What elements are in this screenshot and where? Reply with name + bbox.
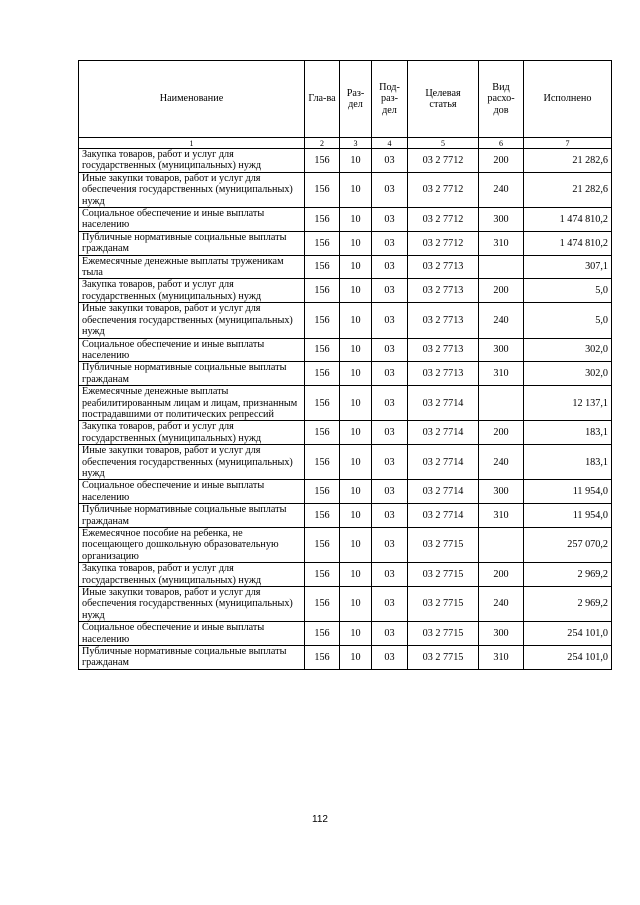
row-amount-cell: 21 282,6 [524, 149, 612, 173]
row-vid-cell: 200 [479, 421, 524, 445]
row-name-cell: Иные закупки товаров, работ и услуг для обеспечения государственных (муниципальных) нужд [79, 445, 305, 480]
row-razdel-cell: 10 [340, 622, 372, 646]
row-amount-cell: 11 954,0 [524, 480, 612, 504]
row-razdel-cell: 10 [340, 421, 372, 445]
row-razdel-cell: 10 [340, 480, 372, 504]
row-razdel-cell: 10 [340, 528, 372, 563]
row-glava-cell: 156 [305, 480, 340, 504]
row-name-cell: Публичные нормативные социальные выплаты гражданам [79, 504, 305, 528]
row-razdel-cell: 10 [340, 172, 372, 207]
column-number: 6 [479, 138, 524, 149]
row-podrazdel-cell: 03 [372, 386, 408, 421]
column-number: 4 [372, 138, 408, 149]
row-statya-cell: 03 2 7713 [408, 255, 479, 279]
row-vid-cell [479, 528, 524, 563]
column-number: 1 [79, 138, 305, 149]
row-podrazdel-cell: 03 [372, 149, 408, 173]
row-glava-cell: 156 [305, 279, 340, 303]
row-podrazdel-cell: 03 [372, 646, 408, 670]
row-name-cell: Иные закупки товаров, работ и услуг для обеспечения государственных (муниципальных) нужд [79, 587, 305, 622]
row-amount-cell: 11 954,0 [524, 504, 612, 528]
table-row [79, 622, 612, 646]
row-podrazdel-cell: 03 [372, 445, 408, 480]
header-name: Наименование [79, 61, 305, 138]
row-podrazdel-cell: 03 [372, 362, 408, 386]
row-vid-cell: 310 [479, 646, 524, 670]
row-name-cell: Социальное обеспечение и иные выплаты населению [79, 208, 305, 232]
row-name-cell: Закупка товаров, работ и услуг для государственных (муниципальных) нужд [79, 279, 305, 303]
header-podrazdel: Под-раз-дел [372, 61, 408, 138]
table-row [79, 563, 612, 587]
row-name-cell: Иные закупки товаров, работ и услуг для обеспечения государственных (муниципальных) нужд [79, 172, 305, 207]
row-glava-cell: 156 [305, 338, 340, 362]
row-glava-cell: 156 [305, 362, 340, 386]
row-name-cell: Социальное обеспечение и иные выплаты населению [79, 622, 305, 646]
header-razdel: Раз-дел [340, 61, 372, 138]
table-row [79, 338, 612, 362]
table-row [79, 362, 612, 386]
row-razdel-cell: 10 [340, 504, 372, 528]
row-name-cell: Закупка товаров, работ и услуг для государственных (муниципальных) нужд [79, 421, 305, 445]
row-name-cell: Публичные нормативные социальные выплаты гражданам [79, 362, 305, 386]
row-vid-cell [479, 386, 524, 421]
row-statya-cell: 03 2 7714 [408, 421, 479, 445]
row-podrazdel-cell: 03 [372, 587, 408, 622]
row-amount-cell: 307,1 [524, 255, 612, 279]
row-statya-cell: 03 2 7715 [408, 587, 479, 622]
header-glava: Гла-ва [305, 61, 340, 138]
row-vid-cell: 240 [479, 172, 524, 207]
row-glava-cell: 156 [305, 622, 340, 646]
table-row [79, 279, 612, 303]
row-razdel-cell: 10 [340, 386, 372, 421]
row-statya-cell: 03 2 7712 [408, 231, 479, 255]
row-glava-cell: 156 [305, 386, 340, 421]
row-glava-cell: 156 [305, 528, 340, 563]
row-glava-cell: 156 [305, 208, 340, 232]
row-glava-cell: 156 [305, 504, 340, 528]
table-row [79, 172, 612, 207]
row-podrazdel-cell: 03 [372, 622, 408, 646]
row-amount-cell: 302,0 [524, 338, 612, 362]
row-name-cell: Закупка товаров, работ и услуг для государственных (муниципальных) нужд [79, 149, 305, 173]
row-name-cell: Закупка товаров, работ и услуг для государственных (муниципальных) нужд [79, 563, 305, 587]
table-row [79, 149, 612, 173]
row-name-cell: Ежемесячные денежные выплаты реабилитированным лицам и лицам, признанным пострадавшими от политических репрессий [79, 386, 305, 421]
row-statya-cell: 03 2 7713 [408, 303, 479, 338]
table-row [79, 208, 612, 232]
header-statya: Целевая статья [408, 61, 479, 138]
table-body [79, 149, 612, 670]
table-row [79, 255, 612, 279]
row-razdel-cell: 10 [340, 149, 372, 173]
row-amount-cell: 254 101,0 [524, 646, 612, 670]
table-row [79, 421, 612, 445]
row-statya-cell: 03 2 7712 [408, 149, 479, 173]
row-statya-cell: 03 2 7713 [408, 279, 479, 303]
row-vid-cell: 300 [479, 208, 524, 232]
row-glava-cell: 156 [305, 646, 340, 670]
row-amount-cell: 2 969,2 [524, 587, 612, 622]
row-glava-cell: 156 [305, 255, 340, 279]
row-statya-cell: 03 2 7715 [408, 646, 479, 670]
column-number: 7 [524, 138, 612, 149]
row-razdel-cell: 10 [340, 362, 372, 386]
row-razdel-cell: 10 [340, 587, 372, 622]
column-number: 3 [340, 138, 372, 149]
row-statya-cell: 03 2 7715 [408, 563, 479, 587]
table-row [79, 445, 612, 480]
row-name-cell: Публичные нормативные социальные выплаты гражданам [79, 231, 305, 255]
row-podrazdel-cell: 03 [372, 563, 408, 587]
row-statya-cell: 03 2 7713 [408, 338, 479, 362]
column-number-row [79, 138, 612, 149]
row-statya-cell: 03 2 7712 [408, 172, 479, 207]
row-vid-cell: 300 [479, 338, 524, 362]
row-razdel-cell: 10 [340, 279, 372, 303]
row-statya-cell: 03 2 7714 [408, 386, 479, 421]
row-glava-cell: 156 [305, 587, 340, 622]
row-glava-cell: 156 [305, 172, 340, 207]
row-podrazdel-cell: 03 [372, 338, 408, 362]
row-vid-cell: 310 [479, 504, 524, 528]
row-name-cell: Публичные нормативные социальные выплаты гражданам [79, 646, 305, 670]
row-amount-cell: 21 282,6 [524, 172, 612, 207]
row-amount-cell: 254 101,0 [524, 622, 612, 646]
column-number: 2 [305, 138, 340, 149]
row-podrazdel-cell: 03 [372, 480, 408, 504]
row-vid-cell: 300 [479, 480, 524, 504]
row-amount-cell: 5,0 [524, 303, 612, 338]
row-statya-cell: 03 2 7715 [408, 528, 479, 563]
row-name-cell: Ежемесячные денежные выплаты труженикам тыла [79, 255, 305, 279]
row-amount-cell: 257 070,2 [524, 528, 612, 563]
row-razdel-cell: 10 [340, 231, 372, 255]
row-amount-cell: 1 474 810,2 [524, 231, 612, 255]
table-row [79, 587, 612, 622]
table-row [79, 303, 612, 338]
row-name-cell: Ежемесячное пособие на ребенка, не посещающего дошкольную образовательную организацию [79, 528, 305, 563]
row-vid-cell: 310 [479, 362, 524, 386]
row-name-cell: Иные закупки товаров, работ и услуг для обеспечения государственных (муниципальных) нужд [79, 303, 305, 338]
row-razdel-cell: 10 [340, 646, 372, 670]
row-vid-cell: 200 [479, 279, 524, 303]
row-amount-cell: 183,1 [524, 421, 612, 445]
row-amount-cell: 12 137,1 [524, 386, 612, 421]
row-glava-cell: 156 [305, 563, 340, 587]
row-podrazdel-cell: 03 [372, 303, 408, 338]
row-podrazdel-cell: 03 [372, 172, 408, 207]
row-podrazdel-cell: 03 [372, 421, 408, 445]
row-name-cell: Социальное обеспечение и иные выплаты населению [79, 338, 305, 362]
row-razdel-cell: 10 [340, 338, 372, 362]
row-glava-cell: 156 [305, 445, 340, 480]
table-row [79, 646, 612, 670]
row-razdel-cell: 10 [340, 303, 372, 338]
row-statya-cell: 03 2 7712 [408, 208, 479, 232]
table-row [79, 528, 612, 563]
row-podrazdel-cell: 03 [372, 208, 408, 232]
row-name-cell: Социальное обеспечение и иные выплаты населению [79, 480, 305, 504]
table-row [79, 231, 612, 255]
row-podrazdel-cell: 03 [372, 231, 408, 255]
row-podrazdel-cell: 03 [372, 504, 408, 528]
row-statya-cell: 03 2 7715 [408, 622, 479, 646]
row-statya-cell: 03 2 7713 [408, 362, 479, 386]
row-vid-cell: 200 [479, 563, 524, 587]
row-vid-cell: 310 [479, 231, 524, 255]
row-amount-cell: 302,0 [524, 362, 612, 386]
table-row [79, 480, 612, 504]
row-amount-cell: 1 474 810,2 [524, 208, 612, 232]
row-amount-cell: 2 969,2 [524, 563, 612, 587]
row-razdel-cell: 10 [340, 208, 372, 232]
table-header [79, 61, 612, 149]
row-vid-cell: 300 [479, 622, 524, 646]
row-vid-cell: 200 [479, 149, 524, 173]
table-row [79, 386, 612, 421]
table-row [79, 504, 612, 528]
column-number: 5 [408, 138, 479, 149]
row-vid-cell: 240 [479, 445, 524, 480]
row-amount-cell: 5,0 [524, 279, 612, 303]
row-glava-cell: 156 [305, 303, 340, 338]
row-razdel-cell: 10 [340, 255, 372, 279]
row-razdel-cell: 10 [340, 445, 372, 480]
row-glava-cell: 156 [305, 421, 340, 445]
row-podrazdel-cell: 03 [372, 255, 408, 279]
row-razdel-cell: 10 [340, 563, 372, 587]
row-glava-cell: 156 [305, 231, 340, 255]
budget-table [78, 60, 612, 670]
header-vid: Вид расхо-дов [479, 61, 524, 138]
row-statya-cell: 03 2 7714 [408, 445, 479, 480]
row-vid-cell [479, 255, 524, 279]
row-glava-cell: 156 [305, 149, 340, 173]
row-vid-cell: 240 [479, 303, 524, 338]
row-podrazdel-cell: 03 [372, 528, 408, 563]
row-statya-cell: 03 2 7714 [408, 480, 479, 504]
header-amount: Исполнено [524, 61, 612, 138]
row-podrazdel-cell: 03 [372, 279, 408, 303]
row-amount-cell: 183,1 [524, 445, 612, 480]
page-number: 112 [312, 814, 328, 825]
row-vid-cell: 240 [479, 587, 524, 622]
row-statya-cell: 03 2 7714 [408, 504, 479, 528]
